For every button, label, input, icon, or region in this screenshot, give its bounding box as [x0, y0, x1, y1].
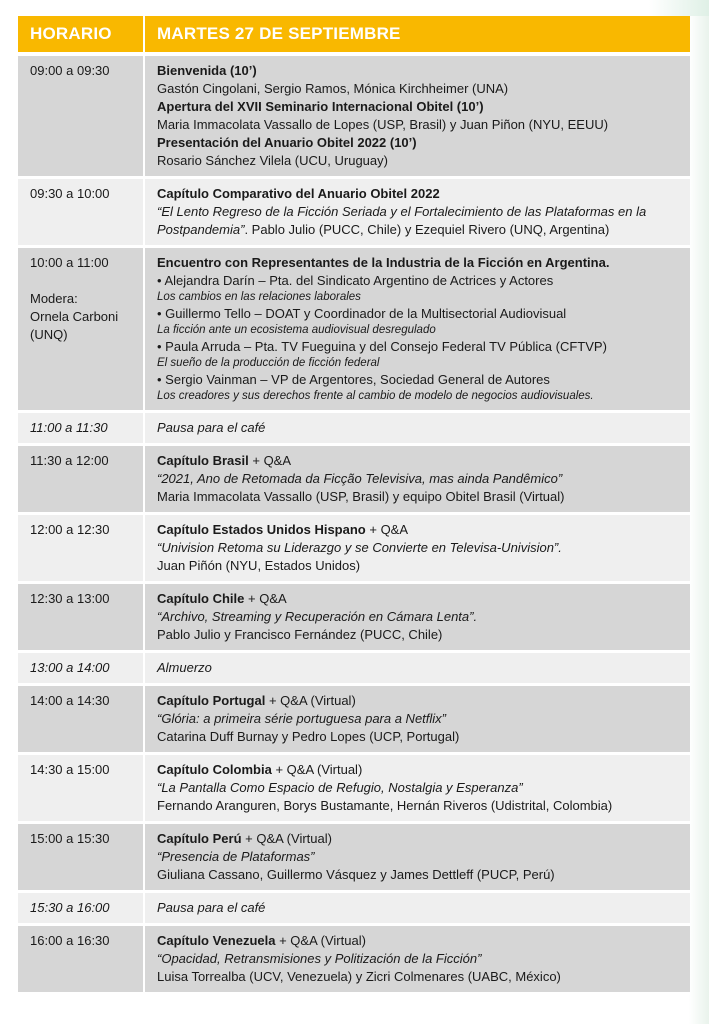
session-suffix: + Q&A: [244, 591, 287, 606]
speaker-topic: Los cambios en las relaciones laborales: [157, 291, 361, 303]
session-cell: [144, 754, 690, 823]
schedule-row: [18, 652, 690, 685]
session-title: Apertura del XVII Seminario Internacional Obitel (10’): [157, 99, 484, 114]
session-title: Capítulo Comparativo del Anuario Obitel 2022: [157, 186, 440, 201]
session-title: Capítulo Estados Unidos Hispano: [157, 522, 366, 537]
break-cell: Pausa para el café: [144, 412, 690, 445]
session-people: Rosario Sánchez Vilela (UCU, Uruguay): [157, 153, 388, 168]
time-cell: 12:30 a 13:00: [18, 583, 144, 652]
session-quote: “El Lento Regreso de la Ficción Seriada y el Fortalecimiento de las Plataformas en la Postpandemia”: [157, 204, 647, 237]
session-title: Presentación del Anuario Obitel 2022 (10’): [157, 135, 417, 150]
time-cell: 16:00 a 16:30: [18, 925, 144, 994]
schedule-row: [18, 685, 690, 754]
time-cell: 09:30 a 10:00: [18, 178, 144, 247]
time-cell: 11:30 a 12:00: [18, 445, 144, 514]
schedule-row: [18, 445, 690, 514]
time-cell: 11:00 a 11:30: [18, 412, 144, 445]
session-title: Capítulo Chile: [157, 591, 245, 606]
time-cell: [18, 247, 144, 412]
time-text: 10:00 a 11:00: [30, 255, 109, 270]
session-suffix: + Q&A (Virtual): [275, 933, 366, 948]
schedule-row: [18, 412, 690, 445]
session-cell: [144, 56, 690, 178]
session-people: Luisa Torrealba (UCV, Venezuela) y Zicri Colmenares (UABC, México): [157, 969, 561, 984]
time-cell: 09:00 a 09:30: [18, 56, 144, 178]
schedule-row: [18, 247, 690, 412]
schedule-row: [18, 583, 690, 652]
schedule-table: [18, 16, 690, 995]
session-cell: [144, 178, 690, 247]
session-cell: [144, 823, 690, 892]
session-people: Maria Immacolata Vassallo (USP, Brasil) y equipo Obitel Brasil (Virtual): [157, 489, 565, 504]
session-cell: [144, 685, 690, 754]
time-cell: 14:00 a 14:30: [18, 685, 144, 754]
schedule-row: [18, 754, 690, 823]
schedule-row: [18, 925, 690, 994]
schedule-row: [18, 178, 690, 247]
speaker-item: • Alejandra Darín – Pta. del Sindicato Argentino de Actrices y Actores: [157, 273, 554, 288]
time-cell: 15:00 a 15:30: [18, 823, 144, 892]
time-cell: 14:30 a 15:00: [18, 754, 144, 823]
session-people: Pablo Julio y Francisco Fernández (PUCC, Chile): [157, 627, 443, 642]
session-cell: [144, 583, 690, 652]
session-people: . Pablo Julio (PUCC, Chile) y Ezequiel Rivero (UNQ, Argentina): [244, 222, 610, 237]
speaker-item: • Paula Arruda – Pta. TV Fueguina y del Consejo Federal TV Pública (CFTVP): [157, 339, 607, 354]
schedule-row: [18, 892, 690, 925]
session-people: Giuliana Cassano, Guillermo Vásquez y James Dettleff (PUCP, Perú): [157, 867, 555, 882]
session-cell: [144, 514, 690, 583]
schedule-row: [18, 823, 690, 892]
session-quote: “Univision Retoma su Liderazgo y se Convierte en Televisa-Univision”.: [157, 540, 562, 555]
session-title: Capítulo Brasil: [157, 453, 249, 468]
break-cell: Almuerzo: [144, 652, 690, 685]
session-cell: [144, 445, 690, 514]
speaker-item: • Sergio Vainman – VP de Argentores, Sociedad General de Autores: [157, 372, 550, 387]
session-quote: “Archivo, Streaming y Recuperación en Cámara Lenta”.: [157, 609, 478, 624]
moderator-label: Modera:: [30, 291, 78, 306]
moderator-org: (UNQ): [30, 327, 68, 342]
speaker-topic: La ficción ante un ecosistema audiovisual desregulado: [157, 324, 436, 336]
session-quote: “Presencia de Plataformas”: [157, 849, 315, 864]
session-quote: “La Pantalla Como Espacio de Refugio, Nostalgia y Esperanza”: [157, 780, 523, 795]
session-suffix: + Q&A: [365, 522, 409, 537]
moderator-name: Ornela Carboni: [30, 309, 119, 324]
session-quote: “Opacidad, Retransmisiones y Politización de la Ficción”: [157, 951, 482, 966]
header-row: [18, 16, 690, 52]
session-title: Capítulo Portugal: [157, 693, 266, 708]
schedule-row: [18, 56, 690, 178]
session-suffix: + Q&A (Virtual): [271, 762, 363, 777]
session-people: Maria Immacolata Vassallo de Lopes (USP, Brasil) y Juan Piñon (NYU, EEUU): [157, 117, 609, 132]
top-decoration: [649, 0, 709, 16]
session-quote: “2021, Ano de Retomada da Ficção Televisiva, mas ainda Pandêmico”: [157, 471, 563, 486]
session-quote: “Glória: a primeira série portuguesa para a Netflix”: [157, 711, 447, 726]
schedule-row: [18, 514, 690, 583]
session-people: Gastón Cingolani, Sergio Ramos, Mónica Kirchheimer (UNA): [157, 81, 509, 96]
session-suffix: + Q&A: [248, 453, 292, 468]
time-cell: 12:00 a 12:30: [18, 514, 144, 583]
speaker-topic: Los creadores y sus derechos frente al cambio de modelo de negocios audiovisuales.: [157, 390, 594, 402]
speaker-topic: El sueño de la producción de ficción federal: [157, 357, 380, 369]
session-title: Encuentro con Representantes de la Industria de la Ficción en Argentina.: [157, 255, 610, 270]
session-suffix: + Q&A (Virtual): [265, 693, 356, 708]
session-title: Capítulo Venezuela: [157, 933, 276, 948]
session-title: Capítulo Perú: [157, 831, 242, 846]
session-suffix: + Q&A (Virtual): [241, 831, 332, 846]
session-people: Catarina Duff Burnay y Pedro Lopes (UCP, Portugal): [157, 729, 460, 744]
session-title: Capítulo Colombia: [157, 762, 272, 777]
session-people: Fernando Aranguren, Borys Bustamante, Hernán Riveros (Udistrital, Colombia): [157, 798, 613, 813]
time-cell: 13:00 a 14:00: [18, 652, 144, 685]
session-cell: [144, 925, 690, 994]
session-title: Bienvenida (10’): [157, 63, 257, 78]
break-cell: Pausa para el café: [144, 892, 690, 925]
session-people: Juan Piñón (NYU, Estados Unidos): [157, 558, 361, 573]
header-date: MARTES 27 DE SEPTIEMBRE: [144, 16, 690, 52]
header-horario: HORARIO: [18, 16, 144, 52]
time-cell: 15:30 a 16:00: [18, 892, 144, 925]
side-decoration: [689, 0, 709, 1024]
session-cell: [144, 247, 690, 412]
speaker-item: • Guillermo Tello – DOAT y Coordinador de la Multisectorial Audiovisual: [157, 306, 567, 321]
